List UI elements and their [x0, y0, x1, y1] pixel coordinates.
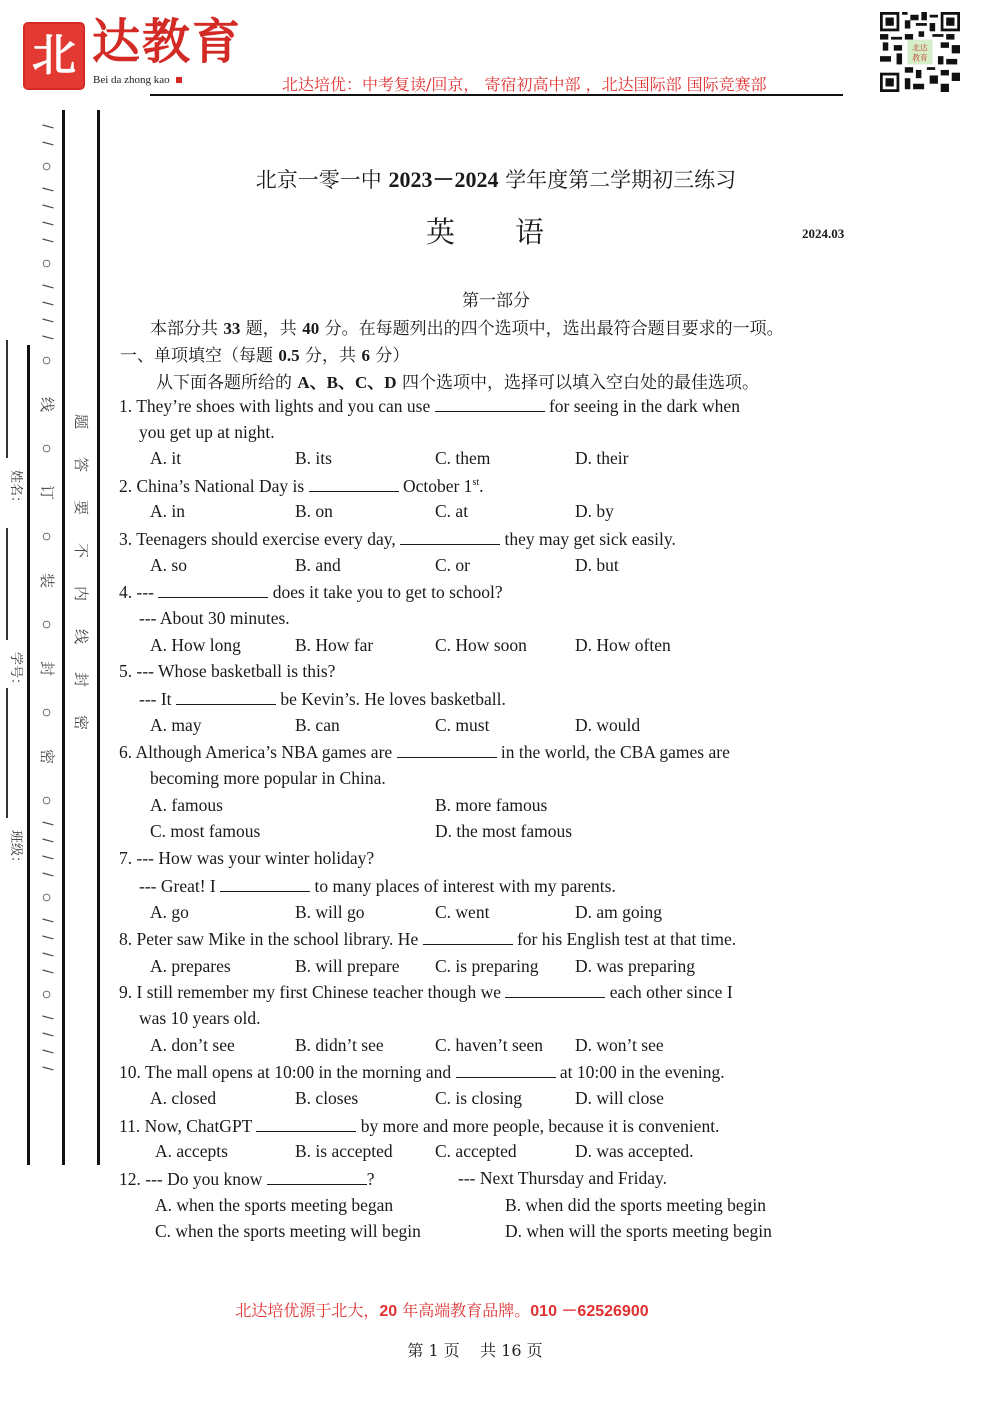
option-d[interactable]: D. their [575, 448, 629, 468]
question-text: Teenagers should exercise every day, [136, 529, 396, 549]
question-7-cont [139, 877, 616, 896]
option-a[interactable]: A. go [150, 902, 189, 922]
question-text: . [479, 476, 484, 496]
option-b[interactable]: B. on [295, 501, 333, 521]
footer-ad [0, 1298, 884, 1321]
question-text: Now, ChatGPT [144, 1116, 253, 1136]
instruction-text: 四个选项中，选择可以填入空白处的最佳选项。 [396, 373, 759, 393]
option-b[interactable]: B. didn’t see [295, 1035, 384, 1055]
question-4 [119, 583, 503, 602]
notice-char: 线 [72, 628, 91, 645]
answer-blank[interactable] [505, 983, 605, 998]
question-6-cont: becoming more popular in China. [150, 768, 386, 788]
option-a[interactable]: A. it [150, 448, 182, 468]
question-text: October 1 [402, 476, 473, 496]
section-text: 分，共 [299, 346, 362, 366]
question-text: The mall opens at 10:00 in the morning and [144, 1062, 452, 1082]
answer-blank[interactable] [397, 743, 497, 758]
notice-char: 内 [72, 585, 91, 602]
option-a[interactable]: A. closed [150, 1088, 217, 1108]
seal-char-seal: 封 [38, 660, 57, 677]
section-text: 分） [369, 346, 410, 366]
question-10 [119, 1063, 725, 1082]
question-8 [119, 930, 736, 949]
class-fill-line[interactable] [6, 688, 8, 818]
slash-mark: / [38, 1066, 56, 1071]
answer-blank[interactable] [423, 930, 513, 945]
footer-phone: 010 －62526900 [530, 1303, 649, 1320]
page-text: 页 共 [438, 1341, 502, 1360]
circle-mark: ○ [37, 443, 57, 454]
question-number: 4. [119, 582, 133, 602]
option-a[interactable]: A. accepts [155, 1141, 228, 1161]
header-slogan: 北达培优：中考复读/回京， 寄宿初高中部 ，北达国际部 国际竞赛部 [282, 75, 767, 94]
answer-blank[interactable] [309, 477, 399, 492]
question-text: --- [136, 582, 154, 602]
option-a[interactable]: A. in [150, 501, 185, 521]
binding-line-outer [27, 345, 30, 1165]
question-7 [119, 850, 374, 868]
notice-char: 封 [72, 671, 91, 688]
question-5-cont [139, 690, 506, 709]
slash-mark: / [38, 935, 56, 940]
slash-mark: / [38, 301, 56, 306]
slash-mark: / [38, 318, 56, 323]
option-d[interactable]: D. the most famous [435, 821, 573, 841]
slash-mark: / [38, 335, 56, 340]
slash-mark: / [38, 187, 56, 192]
slash-mark: / [38, 238, 56, 243]
question-12 [119, 1170, 375, 1189]
logo-mark [23, 22, 85, 90]
page-text: 第 [407, 1341, 429, 1360]
footer-ad-text: 年高端教育品牌。 [397, 1301, 531, 1320]
question-number: 12. [119, 1169, 141, 1189]
option-b[interactable]: B. closes [295, 1088, 359, 1108]
question-9 [119, 983, 733, 1002]
logo-subtitle [93, 74, 182, 86]
section-instruction [156, 368, 759, 393]
logo-name: 达教育 [92, 14, 243, 70]
question-number: 6. [119, 742, 133, 762]
question-text: by more and more people, because it is convenient. [360, 1116, 720, 1136]
binding-line-inner [97, 110, 100, 1165]
slash-mark: / [38, 1015, 56, 1020]
question-text: in the world, the CBA games are [500, 742, 730, 762]
notice-char: 密 [72, 714, 91, 731]
section-heading [120, 341, 409, 366]
option-c[interactable]: C. most famous [150, 821, 261, 841]
section-text: 一、单项填空（每题 [120, 346, 279, 366]
question-text: --- Do you know [145, 1169, 263, 1189]
part-title: 第一部分 [462, 291, 530, 311]
option-c[interactable]: C. when the sports meeting will begin [155, 1221, 421, 1241]
qr-code-icon [880, 12, 960, 92]
option-b[interactable]: B. its [295, 448, 332, 468]
option-d[interactable]: D. am going [575, 902, 663, 922]
question-number: 7. [119, 848, 133, 868]
seal-char-bind: 装 [38, 572, 57, 589]
section-points-total: 6 [361, 346, 370, 365]
option-a[interactable]: A. don’t see [150, 1035, 235, 1055]
question-text: be Kevin’s. He loves basketball. [280, 689, 506, 709]
question-1 [119, 397, 740, 416]
intro-text: 本部分共 [150, 319, 224, 339]
question-5 [119, 663, 335, 681]
class-label: 班级： [8, 829, 24, 870]
notice-char: 题 [72, 413, 91, 430]
notice-char: 要 [72, 499, 91, 516]
qr-center-label-2: 教育 [912, 53, 928, 63]
slash-mark: / [38, 284, 56, 289]
instruction-letters: A、B、C、D [297, 373, 397, 392]
answer-blank[interactable] [267, 1170, 367, 1185]
option-b[interactable]: B. is accepted [295, 1141, 393, 1161]
option-c[interactable]: C. is preparing [435, 956, 539, 976]
title-years: 2023－2024 [388, 167, 499, 192]
option-a[interactable]: A. when the sports meeting began [155, 1195, 394, 1215]
question-text: China’s National Day is [136, 476, 305, 496]
option-b[interactable]: B. and [295, 555, 341, 575]
option-a[interactable]: A. may [150, 715, 202, 735]
option-c[interactable]: C. them [435, 448, 491, 468]
question-text: --- Great! I [139, 876, 216, 896]
question-number: 9. [119, 982, 133, 1002]
option-b[interactable]: B. more famous [435, 795, 548, 815]
logo-subtitle-text: Bei da zhong kao [93, 74, 170, 86]
question-9-cont: was 10 years old. [139, 1008, 261, 1028]
binding-seal-marks [38, 118, 56, 1077]
circle-mark: ○ [37, 619, 57, 630]
circle-mark: ○ [37, 892, 57, 903]
circle-mark: ○ [37, 707, 57, 718]
name-label: 姓名： [8, 469, 24, 510]
intro-text: 分。在每题列出的四个选项中，选出最符合题目要求的一项。 [319, 319, 784, 339]
option-c[interactable]: C. at [435, 501, 469, 521]
question-text: to many places of interest with my parents. [314, 876, 616, 896]
intro-question-count: 33 [223, 319, 241, 338]
header-rule [150, 94, 843, 96]
page-total: 16 [501, 1341, 522, 1360]
question-text: I still remember my first Chinese teacher though we [136, 982, 501, 1002]
slash-mark: / [38, 952, 56, 957]
option-d[interactable]: D. will close [575, 1088, 664, 1108]
circle-mark: ○ [37, 258, 57, 269]
option-a[interactable]: A. How long [150, 635, 241, 655]
seal-char-secret: 密 [38, 748, 57, 765]
option-c[interactable]: C. haven’t seen [435, 1035, 544, 1055]
page-current: 1 [428, 1341, 439, 1360]
student-id-fill-line[interactable] [6, 528, 8, 640]
option-d[interactable]: D. was preparing [575, 956, 696, 976]
answer-blank[interactable] [158, 583, 268, 598]
question-text: Peter saw Mike in the school library. He [136, 929, 419, 949]
footer-ad-years: 20 [379, 1303, 398, 1320]
question-text: --- Whose basketball is this? [136, 661, 336, 681]
question-3 [119, 530, 676, 549]
question-text: they may get sick easily. [504, 529, 676, 549]
slash-mark: / [38, 141, 56, 146]
slash-mark: / [38, 918, 56, 923]
circle-mark: ○ [37, 355, 57, 366]
question-text: --- How was your winter holiday? [136, 848, 375, 868]
question-number: 10. [119, 1062, 141, 1082]
question-text: for seeing in the dark when [548, 396, 740, 416]
binding-notice [72, 400, 90, 744]
student-id-label: 学号： [8, 651, 24, 692]
intro-text: 题，共 [240, 319, 303, 339]
answer-blank[interactable] [400, 530, 500, 545]
option-b[interactable]: B. when did the sports meeting begin [505, 1195, 767, 1215]
question-1-cont: you get up at night. [139, 422, 275, 442]
footer-ad-text: 北达培优源于北大， [235, 1301, 380, 1320]
ordinal-suffix: st [472, 477, 480, 489]
option-c[interactable]: C. must [435, 715, 490, 735]
answer-blank[interactable] [435, 397, 545, 412]
title-school: 北京一零一中 [255, 168, 389, 192]
question-2 [119, 477, 483, 496]
question-text: each other since I [609, 982, 733, 1002]
option-d[interactable]: D. How often [575, 635, 671, 655]
slash-mark: / [38, 821, 56, 826]
option-d[interactable]: D. but [575, 555, 619, 575]
option-b[interactable]: B. will go [295, 902, 365, 922]
circle-mark: ○ [37, 989, 57, 1000]
option-c[interactable]: C. How soon [435, 635, 527, 655]
option-c[interactable]: C. accepted [435, 1141, 517, 1161]
question-number: 8. [119, 929, 133, 949]
question-11 [119, 1117, 719, 1136]
slash-mark: / [38, 855, 56, 860]
seal-char-line: 线 [38, 396, 57, 413]
notice-char: 答 [72, 456, 91, 473]
option-d[interactable]: D. was accepted. [575, 1141, 694, 1161]
question-12-answer: --- Next Thursday and Friday. [458, 1168, 667, 1188]
circle-mark: ○ [37, 795, 57, 806]
option-b[interactable]: B. can [295, 715, 340, 735]
question-number: 3. [119, 529, 133, 549]
option-d[interactable]: D. would [575, 715, 641, 735]
question-text: ? [366, 1169, 375, 1189]
slash-mark: / [38, 872, 56, 877]
page-text: 页 [521, 1341, 543, 1360]
exam-title [0, 163, 992, 194]
question-text: Although America’s NBA games are [135, 742, 393, 762]
option-d[interactable]: D. when will the sports meeting begin [505, 1221, 772, 1241]
answer-blank[interactable] [456, 1063, 556, 1078]
question-number: 11. [119, 1116, 141, 1136]
section-points-each: 0.5 [278, 346, 300, 365]
option-c[interactable]: C. is closing [435, 1088, 523, 1108]
option-d[interactable]: D. by [575, 501, 614, 521]
qr-center-label: 北达 [912, 43, 928, 53]
option-d[interactable]: D. won’t see [575, 1035, 664, 1055]
slash-mark: / [38, 204, 56, 209]
question-number: 5. [119, 661, 133, 681]
answer-blank[interactable] [176, 690, 276, 705]
binding-line-middle [62, 110, 65, 1165]
student-info-fields [0, 340, 24, 880]
title-term: 学年度第二学期初三练习 [498, 168, 737, 192]
option-a[interactable]: A. prepares [150, 956, 231, 976]
slash-mark: / [38, 1049, 56, 1054]
circle-mark: ○ [37, 531, 57, 542]
part-intro [150, 314, 784, 339]
subject-title: 英语 [426, 215, 605, 249]
page-number [0, 1338, 950, 1361]
question-6 [119, 743, 730, 762]
circle-mark: ○ [37, 161, 57, 172]
notice-char: 不 [72, 542, 91, 559]
answer-blank[interactable] [220, 877, 310, 892]
option-a[interactable]: A. famous [150, 795, 223, 815]
question-number: 2. [119, 476, 133, 496]
question-4-cont: --- About 30 minutes. [139, 608, 290, 628]
option-c[interactable]: C. or [435, 555, 470, 575]
exam-date: 2024.03 [802, 226, 845, 241]
question-number: 1. [119, 396, 133, 416]
question-text: for his English test at that time. [516, 929, 737, 949]
logo-square-icon [176, 77, 182, 83]
instruction-text: 从下面各题所给的 [156, 373, 298, 393]
answer-blank[interactable] [256, 1117, 356, 1132]
intro-points: 40 [302, 319, 320, 338]
slash-mark: / [38, 124, 56, 129]
question-text: They’re shoes with lights and you can use [136, 396, 431, 416]
option-b[interactable]: B. will prepare [295, 956, 400, 976]
slash-mark: / [38, 1032, 56, 1037]
seal-char-order: 订 [38, 484, 57, 501]
name-fill-line[interactable] [6, 340, 8, 458]
option-c[interactable]: C. went [435, 902, 490, 922]
logo-mark-text: 北 [32, 30, 76, 81]
slash-mark: / [38, 838, 56, 843]
option-a[interactable]: A. so [150, 555, 187, 575]
slash-mark: / [38, 221, 56, 226]
option-b[interactable]: B. How far [295, 635, 374, 655]
question-text: --- It [139, 689, 172, 709]
question-text: does it take you to get to school? [272, 582, 503, 602]
slash-mark: / [38, 969, 56, 974]
question-text: at 10:00 in the evening. [559, 1062, 725, 1082]
